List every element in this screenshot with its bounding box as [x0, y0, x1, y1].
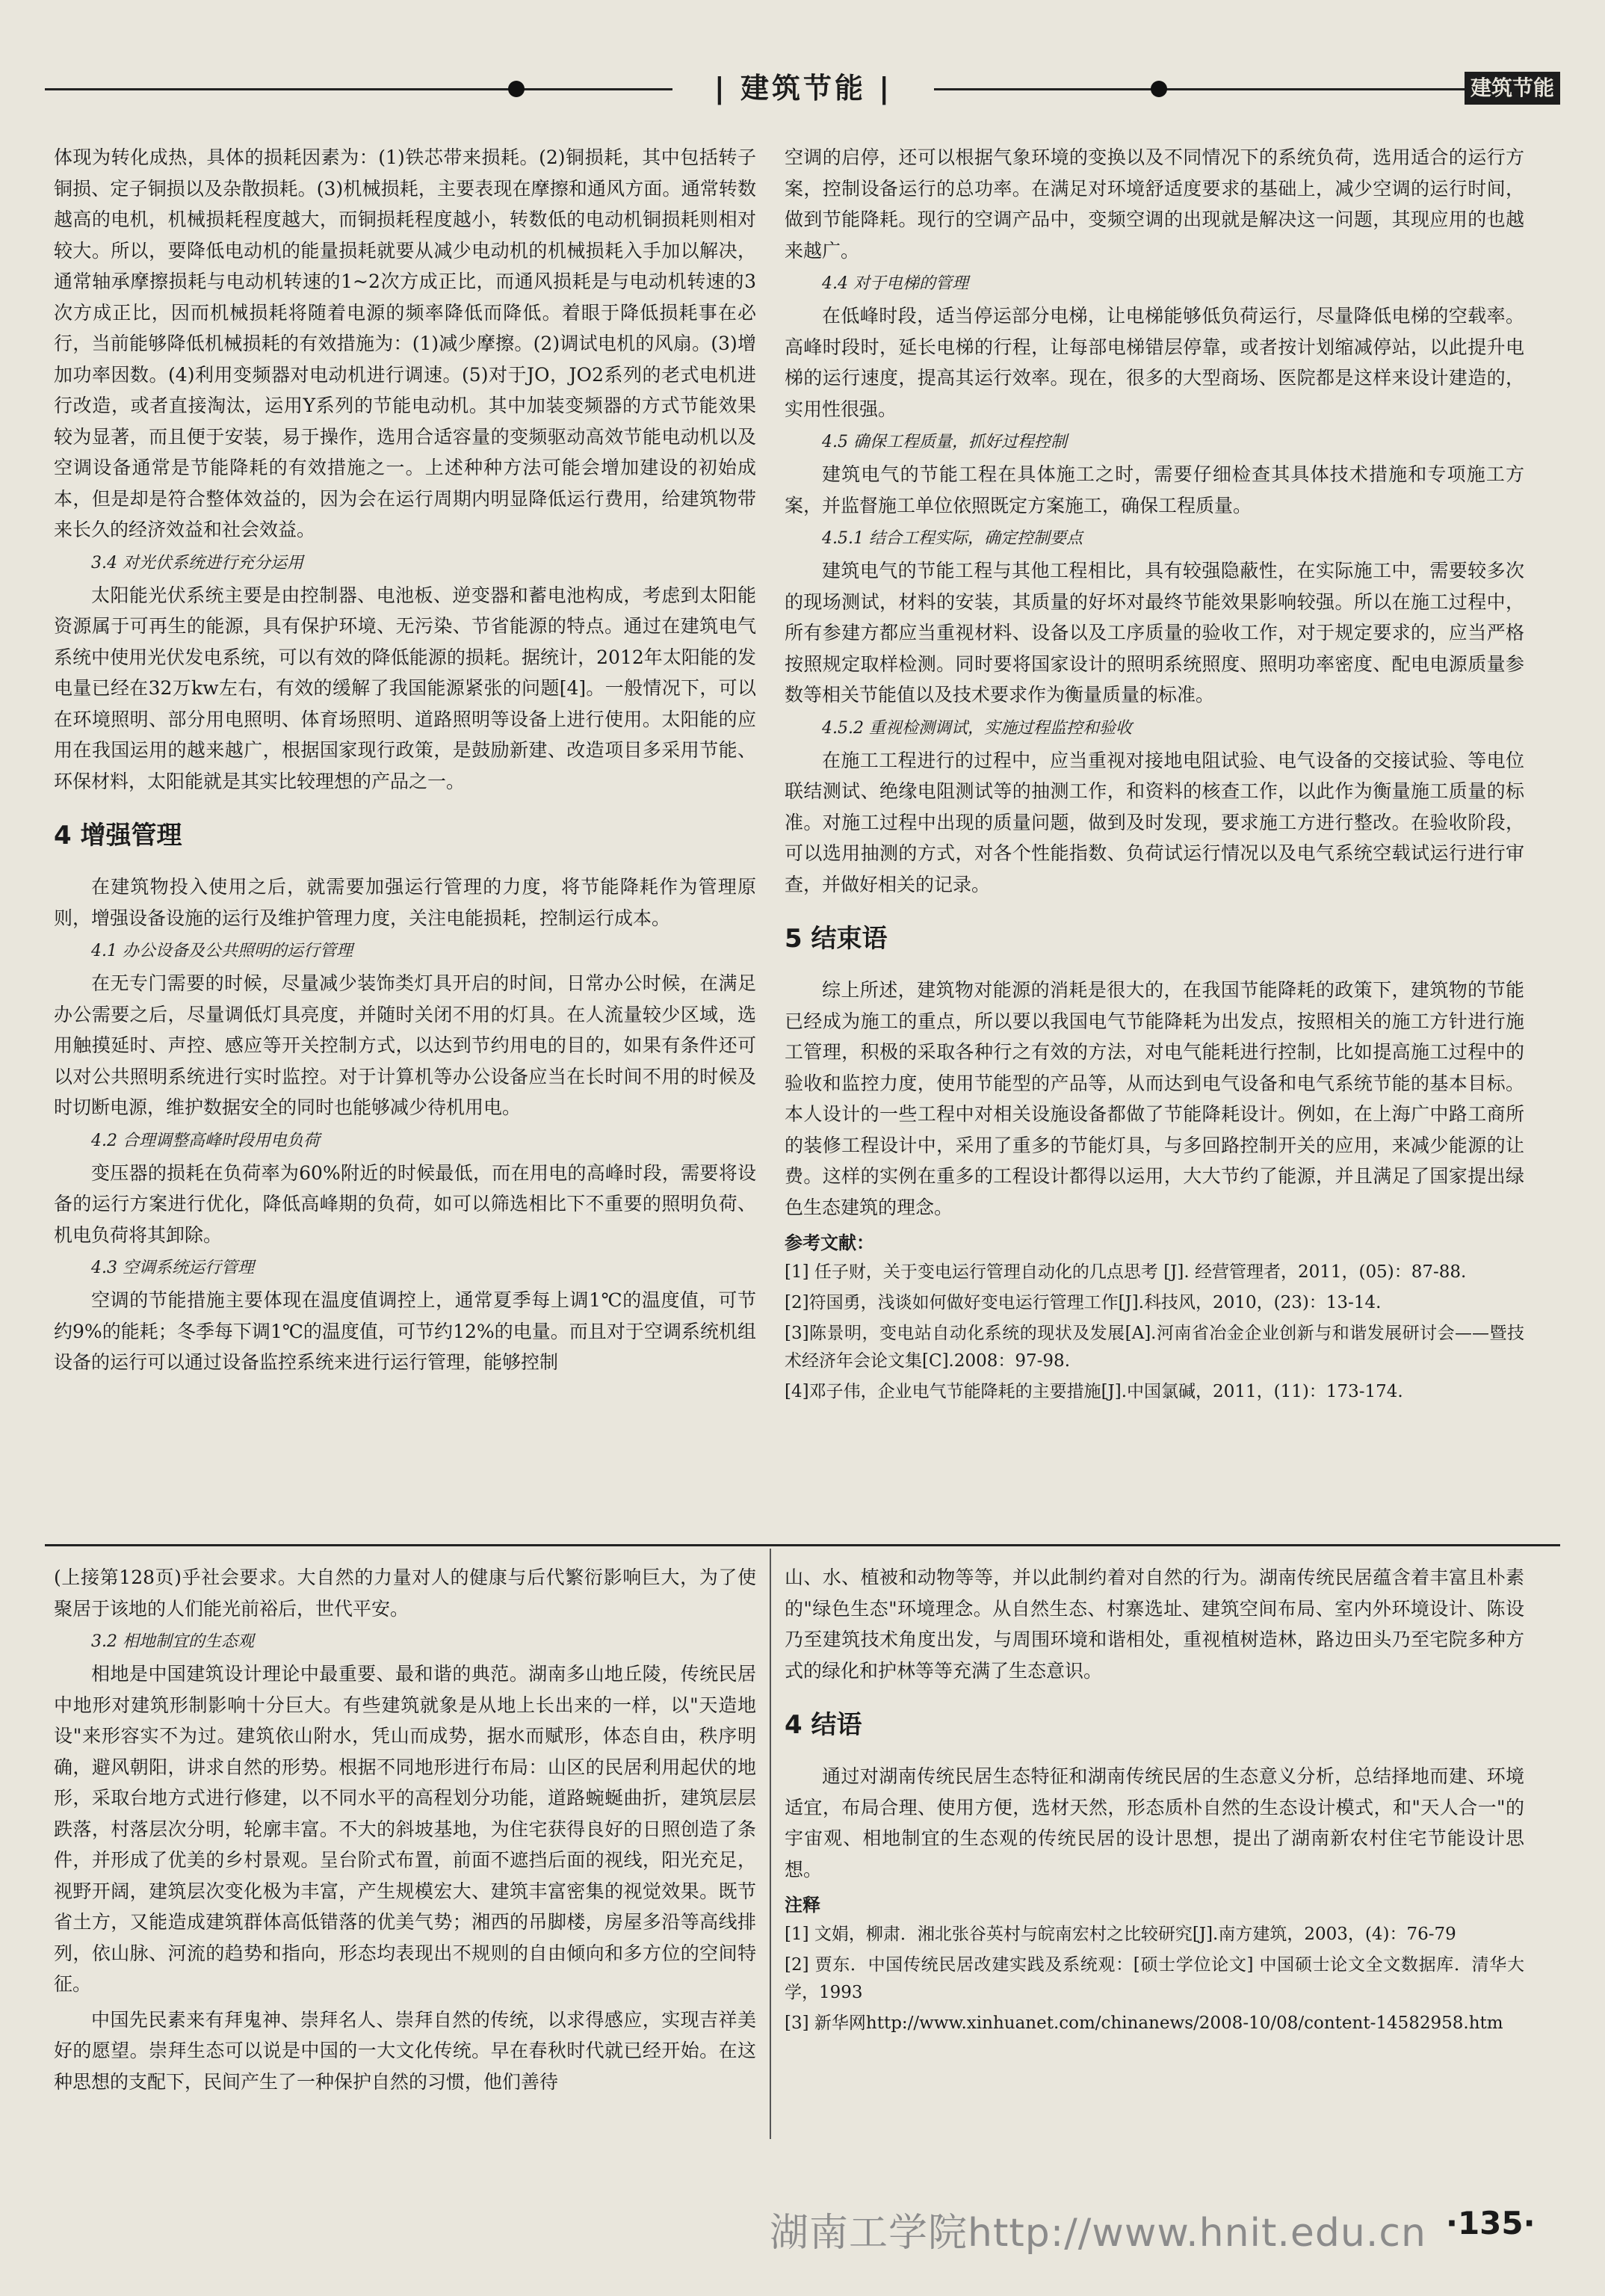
header-left-dot — [508, 81, 525, 97]
header-right-dot — [1151, 81, 1167, 97]
watermark: 湖南工学院http://www.hnit.edu.cn — [770, 2211, 1426, 2256]
subsection-heading: 3.2 相地制宜的生态观 — [91, 1632, 254, 1651]
note-item: [2] 贾东．中国传统民居改建实践及系统观：[硕士学位论文] 中国硕士论文全文数据库．清华大学，1993 — [785, 1955, 1524, 2002]
article-divider — [45, 1544, 1560, 1546]
subsection-heading: 4.4 对于电梯的管理 — [822, 274, 968, 293]
section-heading: 4 结语 — [785, 1710, 862, 1740]
note-item: [3] 新华网http://www.xinhuanet.com/chinanews/2008-10/08/content-14582958.htm — [785, 2013, 1503, 2033]
lower-right-column — [785, 1562, 1524, 2130]
paragraph: (上接第128页)乎社会要求。大自然的力量对人的健康与后代繁衍影响巨大，为了使聚居于该地的人们能光前裕后，世代平安。 — [54, 1567, 756, 1620]
section-heading: 5 结束语 — [785, 924, 888, 954]
reference-item: [1] 任子财，关于变电运行管理自动化的几点思考 [J]. 经营管理者，2011，(05)：87-88. — [785, 1262, 1467, 1282]
paragraph: 太阳能光伏系统主要是由控制器、电池板、逆变器和蓄电池构成，考虑到太阳能资源属于可再生的能源，具有保护环境、无污染、节省能源的特点。通过在建筑电气系统中使用光伏发电系统，可以有效的降低能源的损耗。据统计，2012年太阳能的发电量已经在32万kw左右，有效的缓解了我国能源紧张的问题[4]。一般情况下，可以在环境照明、部分用电照明、体育场照明、道路照明等设备上进行使用。太阳能的应用在我国运用的越来越广，根据国家现行政策，是鼓励新建、改造项目多采用节能、环保材料，太阳能就是其实比较理想的产品之一。 — [54, 584, 756, 792]
column-divider — [770, 1549, 771, 2139]
paragraph: 综上所述，建筑物对能源的消耗是很大的，在我国节能降耗的政策下，建筑物的节能已经成为施工的重点，所以要以我国电气节能降耗为出发点，按照相关的施工方针进行施工管理，积极的采取各种行之有效的方法，对电气能耗进行控制，比如提高施工过程中的验收和监控力度，使用节能型的产品等，从而达到电气设备和电气系统节能的基本目标。本人设计的一些工程中对相关设施设备都做了节能降耗设计。例如，在上海广中路工商所的装修工程设计中，采用了重多的节能灯具，与多回路控制开关的应用，来减少能源的让费。这样的实例在重多的工程设计都得以运用，大大节约了能源，并且满足了国家提出绿色生态建筑的理念。 — [785, 979, 1524, 1218]
paragraph: 在建筑物投入使用之后，就需要加强运行管理的力度，将节能降耗作为管理原则，增强设备设施的运行及维护管理力度，关注电能损耗，控制运行成本。 — [54, 876, 756, 929]
paragraph: 相地是中国建筑设计理论中最重要、最和谐的典范。湖南多山地丘陵，传统民居中地形对建筑形制影响十分巨大。有些建筑就象是从地上长出来的一样，以"天造地设"来形容实不为过。建筑依山附水，凭山而成势，据水而赋形，体态自由，秩序明确，避风朝阳，讲求自然的形势。根据不同地形进行布局：山区的民居利用起伏的地形，采取台地方式进行修建，以不同水平的高程划分功能，道路蜿蜒曲折，建筑层层跌落，村落层次分明，轮廓丰富。不大的斜坡基地，为住宅获得良好的日照创造了条件，并形成了优美的乡村景观。呈台阶式布置，前面不遮挡后面的视线，阳光充足，视野开阔，建筑层次变化极为丰富，产生规模宏大、建筑丰富密集的视觉效果。既节省土方，又能造成建筑群体高低错落的优美气势；湘西的吊脚楼，房屋多沿等高线排列，依山脉、河流的趋势和指向，形态均表现出不规则的自由倾向和多方位的空间特征。 — [54, 1663, 756, 1995]
reference-item: [2]符国勇，浅谈如何做好变电运行管理工作[J].科技风，2010，(23)：13-14. — [785, 1293, 1382, 1312]
lower-left-column — [54, 1562, 756, 2130]
upper-left-column — [54, 142, 756, 1506]
page-header — [45, 66, 1560, 111]
paragraph: 变压器的损耗在负荷率为60%附近的时候最低，而在用电的高峰时段，需要将设备的运行方案进行优化，降低高峰期的负荷，如可以筛选相比下不重要的照明负荷、机电负荷将其卸除。 — [54, 1161, 756, 1246]
section-heading: 4 增强管理 — [54, 821, 182, 851]
subsection-heading: 3.4 对光伏系统进行充分运用 — [91, 553, 303, 573]
paragraph: 建筑电气的节能工程与其他工程相比，具有较强隐蔽性，在实际施工中，需要较多次的现场测试，材料的安装，其质量的好坏对最终节能效果影响较强。所以在施工过程中，所有参建方都应当重视材料、设备以及工序质量的验收工作，对于规定要求的，应当严格按照规定取样检测。同时要将国家设计的照明系统照度、照明功率密度、配电电源质量参数等相关节能值以及技术要求作为衡量质量的标准。 — [785, 560, 1524, 706]
paragraph: 空调的启停，还可以根据气象环境的变换以及不同情况下的系统负荷，选用适合的运行方案，控制设备运行的总功率。在满足对环境舒适度要求的基础上，减少空调的运行时间，做到节能降耗。现行的空调产品中，变频空调的出现就是解决这一问题，其现应用的也越来越广。 — [785, 146, 1524, 262]
paragraph: 通过对湖南传统民居生态特征和湖南传统民居的生态意义分析，总结择地而建、环境适宜，布局合理、使用方便，选材天然，形态质朴自然的生态设计模式，和"天人合一"的宇宙观、相地制宜的生态观的传统民居的设计思想，提出了湖南新农村住宅节能设计思想。 — [785, 1765, 1524, 1880]
subsection-heading: 4.5.2 重视检测调试，实施过程监控和验收 — [822, 718, 1132, 738]
subsection-heading: 4.5.1 结合工程实际，确定控制要点 — [822, 529, 1083, 548]
page-number: ·135· — [1446, 2205, 1536, 2241]
note-item: [1] 文娟，柳肃．湘北张谷英村与皖南宏村之比较研究[J].南方建筑，2003，(4)：76-79 — [785, 1925, 1456, 1944]
paragraph: 空调的节能措施主要体现在温度值调控上，通常夏季每上调1℃的温度值，可节约9%的能耗；冬季每下调1℃的温度值，可节约12%的电量。而且对于空调系统机组设备的运行可以通过设备监控系统来进行运行管理，能够控制 — [54, 1289, 756, 1373]
reference-item: [3]陈景明，变电站自动化系统的现状及发展[A].河南省冶金企业创新与和谐发展研讨会——暨技术经济年会论文集[C].2008：97-98. — [785, 1324, 1524, 1371]
upper-right-column — [785, 142, 1524, 1525]
paragraph: 体现为转化成热，具体的损耗因素为：(1)铁芯带来损耗。(2)铜损耗，其中包括转子铜损、定子铜损以及杂散损耗。(3)机械损耗，主要表现在摩擦和通风方面。通常转数越高的电机，机械损耗程度越大，而铜损耗程度越小，转数低的电动机铜损耗则相对较大。所以，要降低电动机的能量损耗就要从减少电动机的机械损耗入手加以解决，通常轴承摩擦损耗与电动机转速的1~2次方成正比，而通风损耗是与电动机转速的3次方成正比，因而机械损耗将随着电源的频率降低而降低。着眼于降低损耗事在必行，当前能够降低机械损耗的有效措施为：(1)减少摩擦。(2)调试电机的风扇。(3)增加功率因数。(4)利用变频器对电动机进行调速。(5)对于JO，JO2系列的老式电机进行改造，或者直接淘汰，运用Y系列的节能电动机。其中加装变频器的方式节能效果较为显著，而且便于安装，易于操作，选用合适容量的变频驱动高效节能电动机以及空调设备通常是节能降耗的有效措施之一。上述种种方法可能会增加建设的初始成本，但是却是符合整体效益的，因为会在运行周期内明显降低运行费用，给建筑物带来长久的经济效益和社会效益。 — [54, 146, 756, 540]
subsection-heading: 4.3 空调系统运行管理 — [91, 1259, 254, 1277]
subsection-heading: 4.1 办公设备及公共照明的运行管理 — [91, 942, 353, 960]
paragraph: 建筑电气的节能工程在具体施工之时，需要仔细检查其具体技术措施和专项施工方案，并监督施工单位依照既定方案施工，确保工程质量。 — [785, 463, 1524, 516]
paragraph: 中国先民素来有拜鬼神、崇拜名人、崇拜自然的传统，以求得感应，实现吉祥美好的愿望。崇拜生态可以说是中国的一大文化传统。早在春秋时代就已经开始。在这种思想的支配下，民间产生了一种保护自然的习惯，他们善待 — [54, 2008, 756, 2093]
subsection-heading: 4.5 确保工程质量，抓好过程控制 — [822, 433, 1067, 451]
paragraph: 在施工工程进行的过程中，应当重视对接地电阻试验、电气设备的交接试验、等电位联结测试、绝缘电阻测试等的抽测工作，和资料的核查工作，以此作为衡量施工质量的标准。对施工过程中出现的质量问题，做到及时发现，要求施工方进行整改。在验收阶段，可以选用抽测的方式，对各个性能指数、负荷试运行情况以及电气系统空载试运行进行审查，并做好相关的记录。 — [785, 749, 1524, 895]
notes-title: 注释 — [785, 1895, 820, 1916]
paragraph: 山、水、植被和动物等等，并以此制约着对自然的行为。湖南传统民居蕴含着丰富且朴素的"绿色生态"环境理念。从自然生态、村寨选址、建筑空间布局、室内外环境设计、陈设乃至建筑技术角度出发，与周围环境和谐相处，重视植树造林，路边田头乃至宅院多种方式的绿化和护林等等充满了生态意识。 — [785, 1567, 1524, 1682]
paragraph: 在低峰时段，适当停运部分电梯，让电梯能够低负荷运行，尽量降低电梯的空载率。高峰时段时，延长电梯的行程，让每部电梯错层停靠，或者按计划缩减停站，以此提升电梯的运行速度，提高其运行效率。现在，很多的大型商场、医院都是这样来设计建造的，实用性很强。 — [785, 305, 1524, 420]
paragraph: 在无专门需要的时候，尽量减少装饰类灯具开启的时间，日常办公时候，在满足办公需要之后，尽量调低灯具亮度，并随时关闭不用的灯具。在人流量较少区域，选用触摸延时、声控、感应等开关控制方式，以达到节约用电的目的，如果有条件还可以对公共照明系统进行实时监控。对于计算机等办公设备应当在长时间不用的时候及时切断电源，维护数据安全的同时也能够减少待机用电。 — [54, 972, 756, 1118]
references-title: 参考文献： — [785, 1232, 874, 1253]
subsection-heading: 4.2 合理调整高峰时段用电负荷 — [91, 1131, 320, 1150]
section-badge: 建筑节能 — [1465, 72, 1560, 105]
reference-item: [4]邓子伟，企业电气节能降耗的主要措施[J].中国氯碱，2011，(11)：173-174. — [785, 1382, 1403, 1401]
section-title: | 建筑节能 | — [672, 66, 934, 111]
